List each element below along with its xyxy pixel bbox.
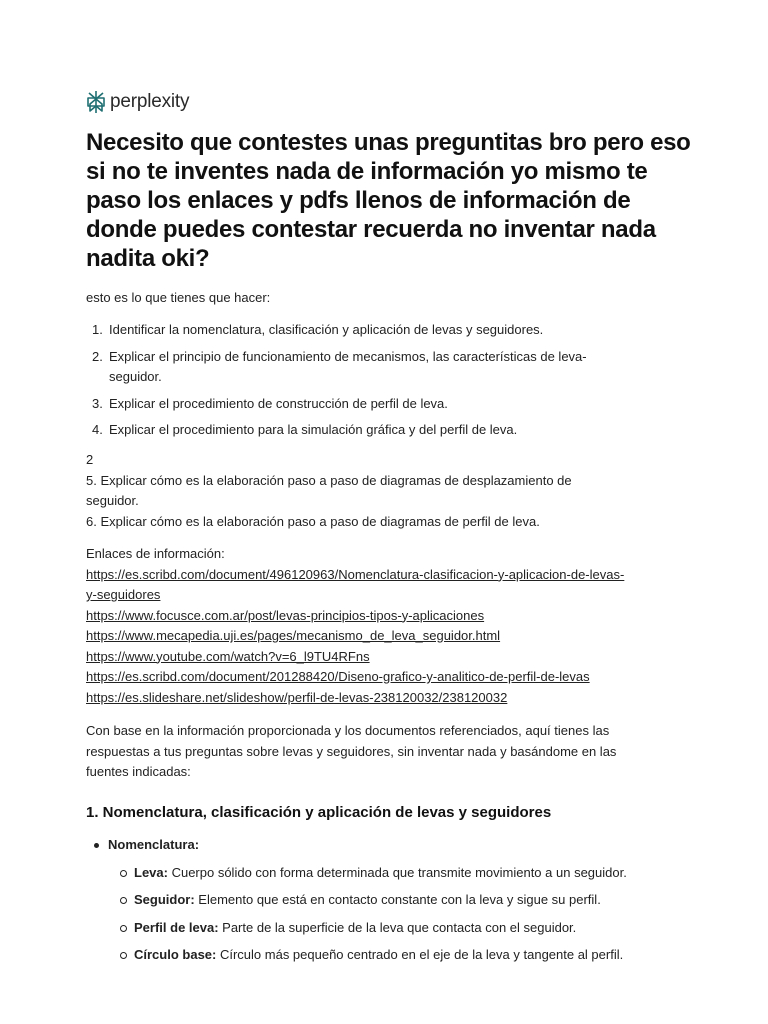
task-number: 1. xyxy=(92,322,103,337)
answer-intro-line: respuestas a tus preguntas sobre levas y seguidores, sin inventar nada y basándome en las xyxy=(86,743,617,759)
task-text: Explicar el principio de funcionamiento de mecanismos, las características de leva- xyxy=(109,348,587,364)
extra-tasks xyxy=(86,450,686,532)
source-link[interactable]: https://www.mecapedia.uji.es/pages/mecanismo_de_leva_seguidor.html xyxy=(86,628,501,643)
task-text: Explicar el procedimiento de construcción de perfil de leva. xyxy=(109,395,448,411)
definition-term: Leva: xyxy=(134,864,168,880)
task-item xyxy=(86,347,646,388)
nomenclature-list xyxy=(86,835,686,966)
task-item xyxy=(86,394,646,415)
task-text: Explicar el procedimiento para la simulación gráfica y del perfil de leva. xyxy=(109,422,518,437)
definition-text: Círculo más pequeño centrado en el eje de la leva y tangente al perfil. xyxy=(216,947,624,962)
extra-line: 2 xyxy=(86,452,94,467)
brand-name: perplexity xyxy=(110,91,190,112)
extra-line: seguidor. xyxy=(86,493,139,508)
definition-item xyxy=(86,918,686,939)
links-heading: Enlaces de información: xyxy=(86,546,225,561)
definition-text: Elemento que está en contacto constante con la leva y sigue su perfil. xyxy=(194,892,601,907)
section-heading: 1. Nomenclatura, clasificación y aplicación de levas y seguidores xyxy=(86,804,552,821)
definition-term: Seguidor: xyxy=(134,892,195,907)
source-link[interactable]: https://es.slideshare.net/slideshow/perfil-de-levas-238120032/238120032 xyxy=(86,689,508,705)
definition-text: Parte de la superficie de la leva que contacta con el seguidor. xyxy=(218,919,577,935)
definition-item xyxy=(86,890,686,911)
answer-intro-line: Con base en la información proporcionada y los documentos referenciados, aquí tienes las xyxy=(86,723,610,738)
definition-item xyxy=(86,863,686,884)
source-link[interactable]: https://www.focusce.com.ar/post/levas-principios-tipos-y-aplicaciones xyxy=(86,607,485,623)
intro-text: esto es lo que tienes que hacer: xyxy=(86,290,271,305)
definition-term: Perfil de leva: xyxy=(134,919,219,935)
task-text: Identificar la nomenclatura, clasificación y aplicación de levas y seguidores. xyxy=(109,322,544,337)
task-number: 4. xyxy=(92,422,103,437)
extra-line: 5. Explicar cómo es la elaboración paso a paso de diagramas de desplazamiento de xyxy=(86,472,572,488)
source-link-continued[interactable]: y-seguidores xyxy=(86,587,161,602)
brand-logo[interactable] xyxy=(86,90,189,114)
task-item xyxy=(86,420,646,441)
definition-item xyxy=(86,945,686,966)
nomenclature-label: Nomenclatura: xyxy=(108,837,200,852)
perplexity-logo-icon xyxy=(86,90,106,114)
answer-intro xyxy=(86,721,686,783)
user-question: Necesito que contestes unas preguntitas bro pero eso si no te inventes nada de información yo mismo te paso los enlaces y pdfs llenos de información de donde puedes contestar recuerda no inventar nada nadita oki? xyxy=(86,129,691,272)
links-block xyxy=(86,544,696,708)
task-number: 3. xyxy=(92,395,103,411)
extra-line: 6. Explicar cómo es la elaboración paso a paso de diagramas de perfil de leva. xyxy=(86,513,540,529)
source-link[interactable]: https://es.scribd.com/document/201288420/Diseno-grafico-y-analitico-de-perfil-de-levas xyxy=(86,669,590,684)
task-item xyxy=(86,320,646,341)
definition-text: Cuerpo sólido con forma determinada que transmite movimiento a un seguidor. xyxy=(167,864,627,880)
source-link[interactable]: https://es.scribd.com/document/496120963/Nomenclatura-clasificacion-y-aplicacion-de-levas- xyxy=(86,566,625,582)
source-link[interactable]: https://www.youtube.com/watch?v=6_l9TU4RFns xyxy=(86,648,370,664)
answer-intro-line: fuentes indicadas: xyxy=(86,764,191,779)
task-text-continued: seguidor. xyxy=(109,369,162,384)
task-number: 2. xyxy=(92,348,103,364)
list-item xyxy=(86,835,686,856)
definition-term: Círculo base: xyxy=(134,947,217,962)
task-list xyxy=(86,320,646,441)
